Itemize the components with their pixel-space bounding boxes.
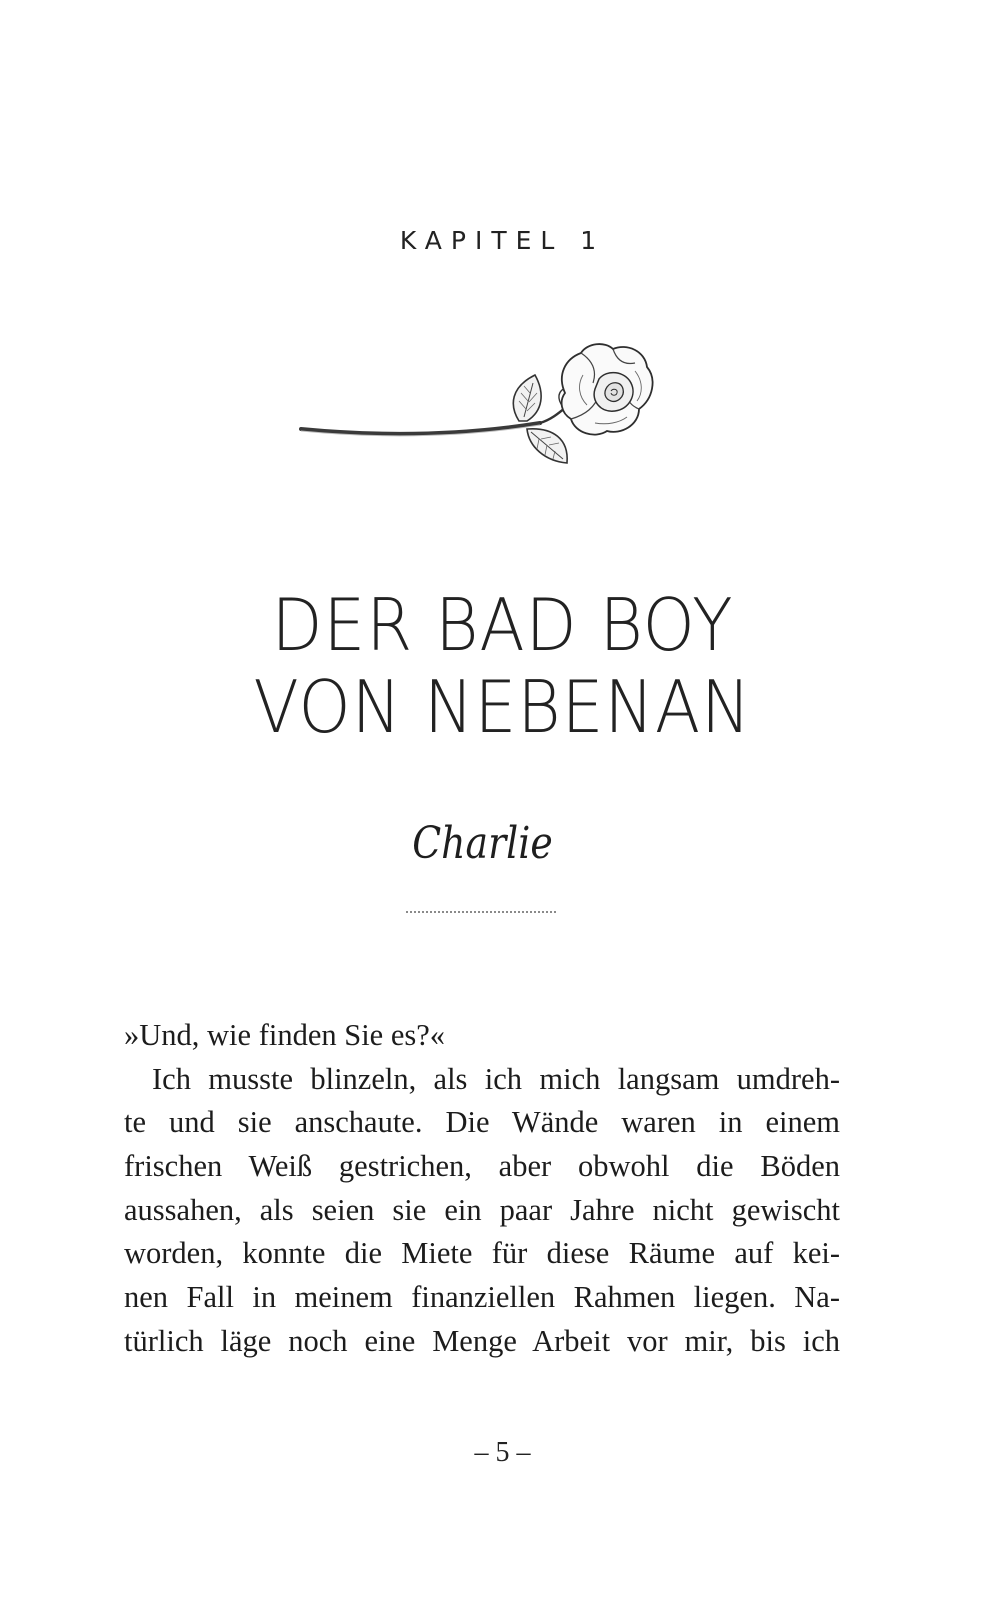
body-line: türlich läge noch eine Menge Arbeit vor mir, bis ich [124,1323,840,1358]
body-line: nen Fall in meinem finanziellen Rahmen liegen. Na- [124,1280,840,1315]
dotted-divider [406,911,556,913]
body-line: te und sie anschaute. Die Wände waren in einem [124,1105,840,1140]
book-title-line-2: VON NEBENAN [253,665,752,749]
pov-character-name: Charlie [412,818,553,869]
chapter-label: KAPITEL 1 [399,226,606,255]
book-title-line-1: DER BAD BOY [271,583,734,667]
page-number: – 5 – [474,1437,531,1468]
body-text [124,1014,840,1364]
body-line: aussahen, als seien sie ein paar Jahre nicht gewischt [124,1192,840,1227]
rose-illustration-icon [295,335,675,485]
body-line: Ich musste blinzeln, als ich mich langsam umdreh- [152,1061,840,1096]
body-line: »Und, wie finden Sie es?« [124,1018,446,1052]
body-line: worden, konnte die Miete für diese Räume auf kei- [124,1236,840,1271]
body-line: frischen Weiß gestrichen, aber obwohl die Böden [124,1149,840,1184]
